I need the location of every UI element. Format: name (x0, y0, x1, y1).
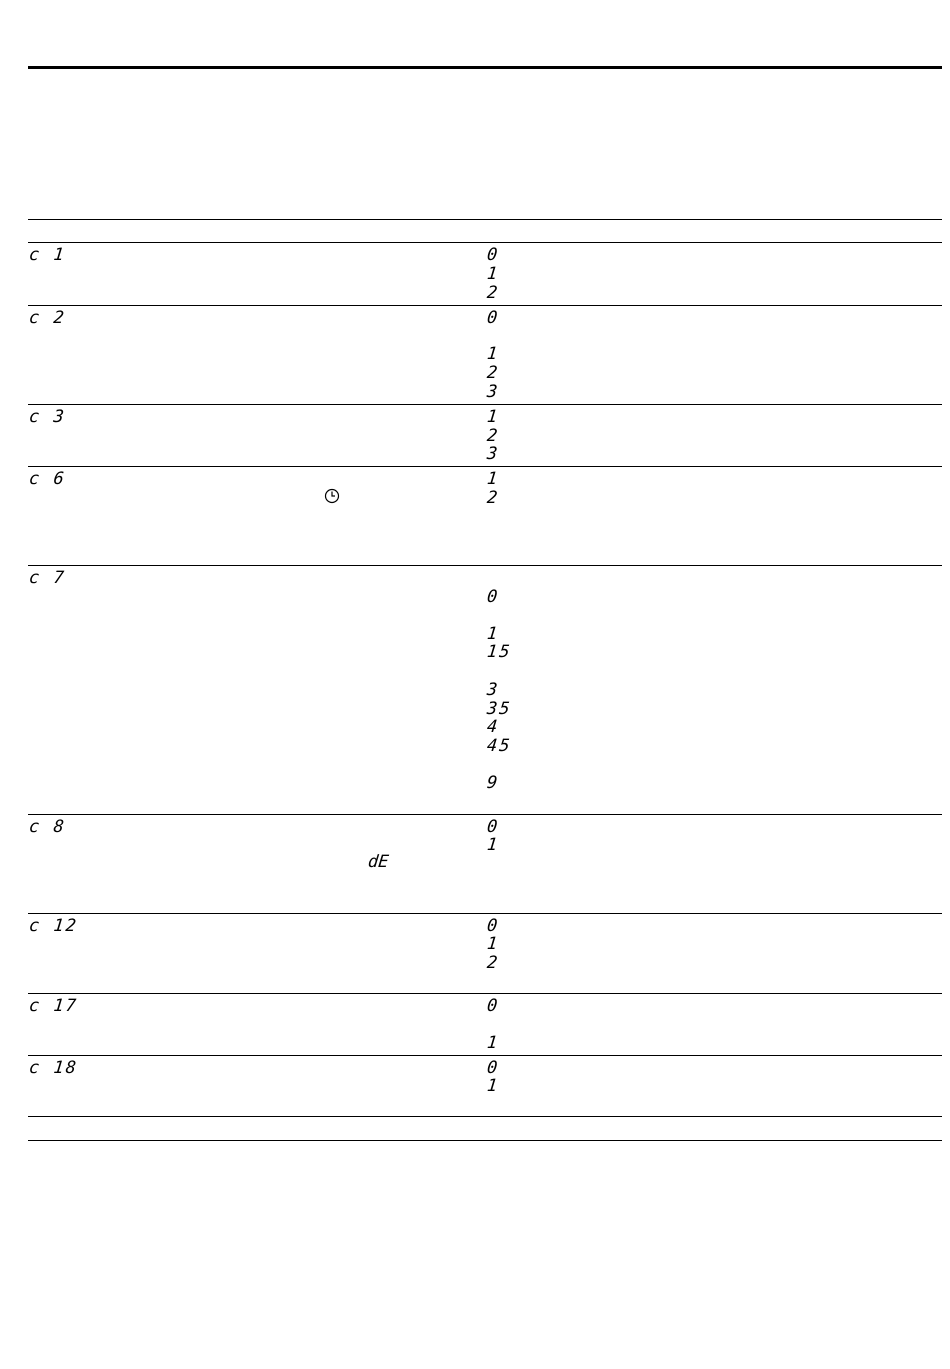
setting-value: 1 (485, 264, 501, 284)
table-rule (28, 565, 942, 566)
setting-value: 2 (485, 283, 501, 303)
setting-code: c 3 (27, 407, 67, 427)
top-rule (28, 66, 942, 69)
setting-value: 0 (485, 817, 501, 837)
setting-value: 2 (485, 363, 501, 383)
setting-code: c 6 (27, 469, 67, 489)
table-rule (28, 913, 942, 914)
setting-value: 2 (485, 953, 501, 973)
setting-code: c 17 (27, 996, 80, 1016)
setting-value: 2 (485, 488, 501, 508)
setting-value: 1 (485, 1033, 501, 1053)
table-rule (28, 993, 942, 994)
setting-value: 1 (485, 407, 501, 427)
inline-display-label: dE (366, 852, 390, 872)
setting-value: 0 (485, 1058, 501, 1078)
setting-value: 2 (485, 426, 501, 446)
setting-value: 35 (485, 699, 513, 719)
setting-code: c 12 (27, 916, 80, 936)
table-rule (28, 404, 942, 405)
setting-value: 1 (485, 624, 501, 644)
setting-value: 3 (485, 382, 501, 402)
setting-value: 1 (485, 344, 501, 364)
table-rule (28, 814, 942, 815)
table-rule (28, 466, 942, 467)
setting-code: c 2 (27, 308, 67, 328)
table-rule (28, 219, 942, 220)
setting-value: 0 (485, 245, 501, 265)
table-rule (28, 1055, 942, 1056)
setting-code: c 1 (27, 245, 67, 265)
table-rule (28, 1116, 942, 1117)
setting-value: 0 (485, 916, 501, 936)
setting-value: 1 (485, 1076, 501, 1096)
setting-value: 45 (485, 736, 513, 756)
setting-code: c 7 (27, 568, 67, 588)
table-rule (28, 1140, 942, 1141)
clock-icon (324, 488, 340, 504)
setting-value: 15 (485, 642, 513, 662)
setting-value: 4 (485, 717, 501, 737)
setting-value: 0 (485, 587, 501, 607)
setting-code: c 18 (27, 1058, 80, 1078)
table-rule (28, 242, 942, 243)
setting-value: 1 (485, 934, 501, 954)
setting-value: 3 (485, 680, 501, 700)
setting-value: 9 (485, 773, 501, 793)
setting-value: 1 (485, 469, 501, 489)
table-rule (28, 305, 942, 306)
setting-value: 3 (485, 444, 501, 464)
setting-value: 0 (485, 308, 501, 328)
setting-value: 1 (485, 835, 501, 855)
setting-value: 0 (485, 996, 501, 1016)
setting-code: c 8 (27, 817, 67, 837)
